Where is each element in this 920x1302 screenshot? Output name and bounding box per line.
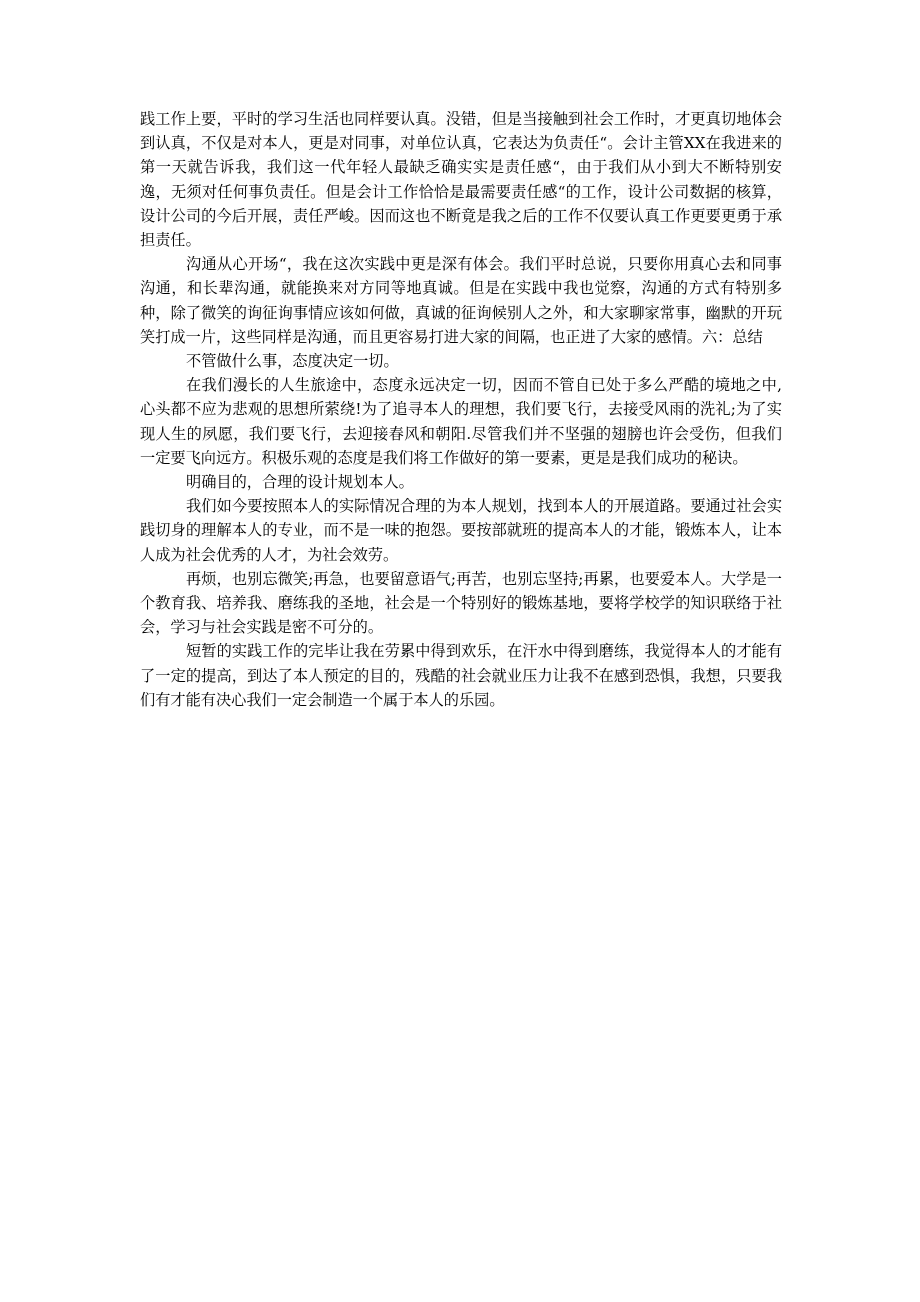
- paragraph-planning: 我们如今要按照本人的实际情况合理的为本人规划，找到本人的开展道路。要通过社会实践切身的理解本人的专业，而不是一味的抱怨。要按部就班的提高本人的才能，锻炼本人，让本人成为社会优秀的人才，为社会效劳。: [140, 497, 782, 564]
- paragraph-perseverance: 再烦，也别忘微笑;再急，也要留意语气;再苦，也别忘坚持;再累，也要爱本人。大学是一个教育我、培养我、磨练我的圣地，社会是一个特别好的锻炼基地，要将学校学的知识联络于社会，学习与社会实践是密不可分的。: [140, 569, 782, 637]
- paragraph-responsibility: 践工作上要，平时的学习生活也同样要认真。没错，但是当接触到社会工作时，才更真切地体会到认真，不仅是对本人，更是对同事，对单位认真，它表达为负责任“。会计主管XX在我进来的第一天就告诉我，我们这一代年轻人最缺乏确实实是责任感“，由于我们从小到大不断特别安逸，无须对任何事负责任。但是会计工作恰恰是最需要责任感“的工作，设计公司数据的核算，设计公司的今后开展，责任严峻。因而这也不断竟是我之后的工作不仅要认真工作更要更勇于承担责任。: [140, 110, 782, 250]
- paragraph-attitude-heading: 不管做什么事，态度决定一切。: [186, 352, 399, 371]
- document-body: [140, 107, 782, 712]
- paragraph-conclusion: 短暂的实践工作的完毕让我在劳累中得到欢乐，在汗水中得到磨练，我觉得本人的才能有了一定的提高，到达了本人预定的目的，残酷的社会就业压力让我不在感到恐惧，我想，只要我们有才能有决心我们一定会制造一个属于本人的乐园。: [140, 642, 782, 709]
- paragraph-goal-heading: 明确目的，合理的设计规划本人。: [186, 473, 414, 492]
- paragraph-attitude: 在我们漫长的人生旅途中，态度永远决定一切，因而不管自已处于多么严酷的境地之中,心头都不应为悲观的思想所萦绕!为了追寻本人的理想，我们要飞行，去接受风雨的洗礼;为了实现人生的夙愿，我们要飞行，去迎接春风和朝阳.尽管我们并不坚强的翅膀也许会受伤，但我们一定要飞向远方。积极乐观的态度是我们将工作做好的第一要素，更是是我们成功的秘诀。: [140, 376, 782, 467]
- paragraph-communication: 沟通从心开场“，我在这次实践中更是深有体会。我们平时总说，只要你用真心去和同事沟通，和长辈沟通，就能换来对方同等地真诚。但是在实践中我也觉察，沟通的方式有特别多种，除了微笑的询征询事情应该如何做，真诚的征询候别人之外，和大家聊家常事，幽默的开玩笑打成一片，这些同样是沟通，而且更容易打进大家的间隔，也正进了大家的感情。六：总结: [140, 255, 782, 346]
